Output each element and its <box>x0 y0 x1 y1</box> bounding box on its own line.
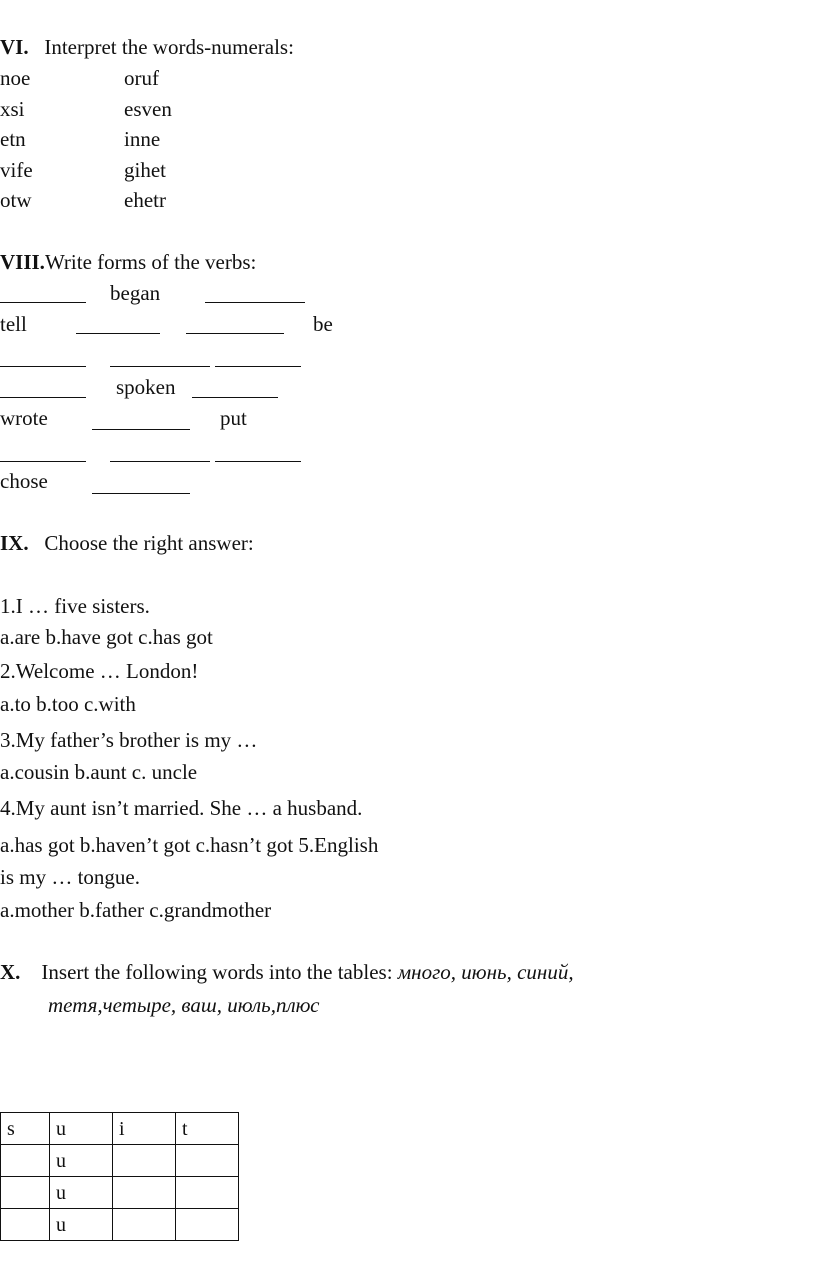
answer-blank[interactable] <box>0 302 86 303</box>
section8-title <box>0 252 256 273</box>
letters-table <box>0 1112 239 1241</box>
answer-blank[interactable] <box>0 397 86 398</box>
numeral-left: etn <box>0 127 26 151</box>
table-row <box>1 1209 239 1241</box>
section-number: X. <box>0 960 21 984</box>
numeral-left: xsi <box>0 97 25 121</box>
table-cell[interactable] <box>176 1145 239 1177</box>
answer-blank[interactable] <box>92 493 190 494</box>
table-cell[interactable]: t <box>176 1113 239 1145</box>
numeral-right: gihet <box>124 158 166 182</box>
answer-blank[interactable] <box>110 461 210 462</box>
answer-options: a.to b.too c.with <box>0 692 136 716</box>
table-cell[interactable] <box>113 1177 176 1209</box>
verb-form: be <box>313 312 333 336</box>
table-cell[interactable] <box>113 1145 176 1177</box>
answer-options: a.are b.have got c.has got <box>0 625 213 649</box>
table-cell[interactable]: i <box>113 1113 176 1145</box>
question-line: 4.My aunt isn’t married. She … a husband. <box>0 796 363 820</box>
table-row <box>1 1177 239 1209</box>
answer-blank[interactable] <box>192 397 278 398</box>
table-cell[interactable] <box>1 1177 50 1209</box>
answer-options: a.has got b.haven’t got c.hasn’t got 5.English <box>0 833 379 857</box>
verb-form: put <box>220 406 247 430</box>
table-cell[interactable]: u <box>50 1145 113 1177</box>
question-line: is my … tongue. <box>0 865 140 889</box>
section6-title <box>0 37 294 58</box>
russian-words: тетя,четыре, ваш, июль,плюс <box>48 993 320 1017</box>
section-number: VI. <box>0 35 29 59</box>
answer-blank[interactable] <box>0 366 86 367</box>
answer-blank[interactable] <box>110 366 210 367</box>
section10-title <box>0 962 574 983</box>
table-row <box>1 1145 239 1177</box>
section-heading: Insert the following words into the tables: <box>41 960 393 984</box>
verb-form: began <box>110 281 161 305</box>
table-cell[interactable] <box>1 1145 50 1177</box>
table-row <box>1 1113 239 1145</box>
table-cell[interactable]: s <box>1 1113 50 1145</box>
answer-blank[interactable] <box>92 429 190 430</box>
table-cell[interactable] <box>176 1209 239 1241</box>
question-line: 1.I … five sisters. <box>0 594 150 618</box>
section-heading: Interpret the words-numerals: <box>44 35 294 59</box>
answer-blank[interactable] <box>0 461 86 462</box>
answer-blank[interactable] <box>205 302 305 303</box>
verb-form: spoken <box>116 375 176 399</box>
answer-blank[interactable] <box>186 333 284 334</box>
answer-blank[interactable] <box>215 366 301 367</box>
section-heading: Choose the right answer: <box>44 531 254 555</box>
table-cell[interactable] <box>1 1209 50 1241</box>
answer-options: a.mother b.father c.grandmother <box>0 898 272 922</box>
numeral-right: inne <box>124 127 161 151</box>
verb-form: wrote <box>0 406 48 430</box>
numeral-right: ehetr <box>124 188 166 212</box>
russian-words: много, июнь, синий, <box>397 960 574 984</box>
numeral-left: noe <box>0 66 31 90</box>
numeral-left: vife <box>0 158 33 182</box>
numeral-left: otw <box>0 188 32 212</box>
answer-blank[interactable] <box>215 461 301 462</box>
table-cell[interactable]: u <box>50 1209 113 1241</box>
numeral-right: oruf <box>124 66 159 90</box>
section9-title <box>0 533 254 554</box>
table-cell[interactable] <box>113 1209 176 1241</box>
table-cell[interactable] <box>176 1177 239 1209</box>
numeral-right: esven <box>124 97 172 121</box>
verb-form: chose <box>0 469 48 493</box>
section-number: VIII. <box>0 250 45 274</box>
answer-blank[interactable] <box>76 333 160 334</box>
question-line: 3.My father’s brother is my … <box>0 728 258 752</box>
table-cell[interactable]: u <box>50 1177 113 1209</box>
section-number: IX. <box>0 531 29 555</box>
table-cell[interactable]: u <box>50 1113 113 1145</box>
section-heading: Write forms of the verbs: <box>44 250 257 274</box>
verb-form: tell <box>0 312 27 336</box>
answer-options: a.cousin b.aunt c. uncle <box>0 760 198 784</box>
question-line: 2.Welcome … London! <box>0 659 199 683</box>
